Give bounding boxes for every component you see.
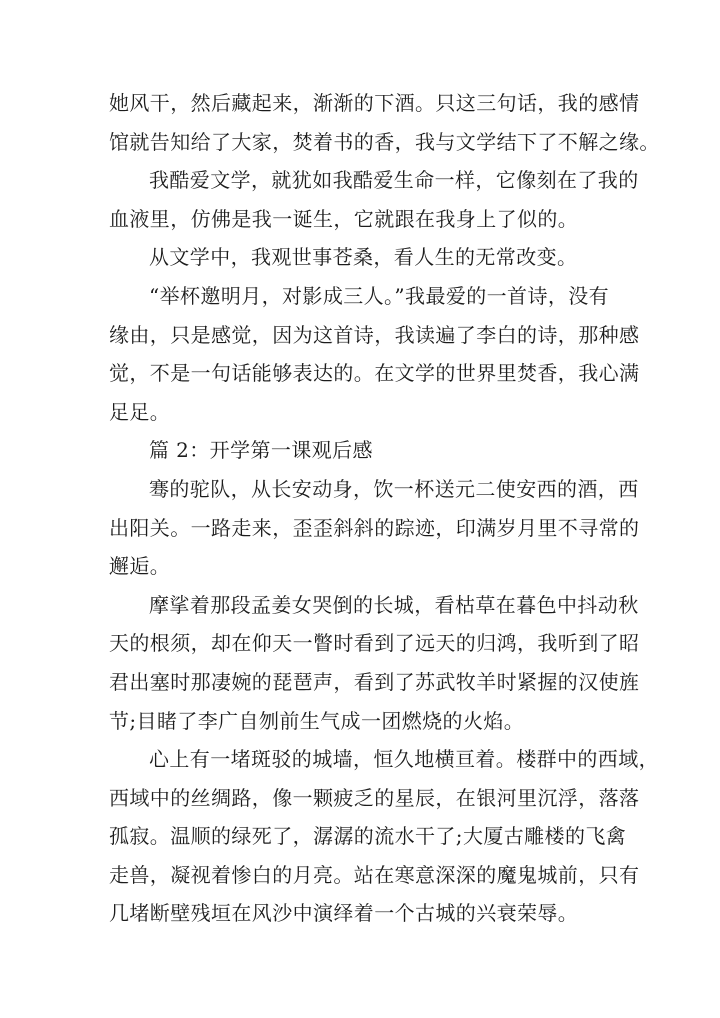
paragraph bbox=[109, 238, 619, 277]
text-line: 几堵断壁残垣在风沙中演绎着一个古城的兴衰荣辱。 bbox=[109, 901, 579, 926]
paragraph bbox=[109, 740, 659, 933]
text-line: 血液里，仿佛是我一诞生，它就跟在我身上了似的。 bbox=[109, 206, 579, 231]
paragraph bbox=[109, 586, 640, 740]
section-heading bbox=[109, 431, 619, 470]
text-line: 觉，不是一句话能够表达的。在文学的世界里焚香，我心满 bbox=[109, 361, 640, 386]
text-line: 心上有一堵斑驳的城墙，恒久地横亘着。楼群中的西域， bbox=[149, 747, 659, 772]
text-line: 君出塞时那凄婉的琵琶声，看到了苏武牧羊时紧握的汉使旌 bbox=[109, 669, 640, 694]
text-line: 孤寂。温顺的绿死了，潺潺的流水干了;大厦古雕楼的飞禽 bbox=[109, 824, 627, 849]
text-line: 走兽，凝视着惨白的月亮。站在寒意深深的魔鬼城前，只有 bbox=[109, 862, 640, 887]
text-line: 西域中的丝绸路，像一颗疲乏的星辰，在银河里沉浮，落落 bbox=[109, 785, 640, 810]
text-line: 馆就告知给了大家，焚着书的香，我与文学结下了不解之缘。 bbox=[109, 129, 660, 154]
text-line: 摩挲着那段孟姜女哭倒的长城，看枯草在暮色中抖动秋 bbox=[149, 592, 639, 617]
document-body bbox=[109, 84, 660, 933]
paragraph bbox=[109, 470, 640, 586]
paragraph bbox=[109, 277, 640, 431]
text-line: 缘由，只是感觉，因为这首诗，我读遍了李白的诗，那种感 bbox=[109, 322, 640, 347]
text-line: 足足。 bbox=[109, 399, 171, 424]
text-line: 天的根须，却在仰天一瞥时看到了远天的归鸿，我听到了昭 bbox=[109, 631, 640, 656]
paragraph bbox=[109, 84, 660, 161]
text-line: “举杯邀明月，对影成三人。”我最爱的一首诗，没有 bbox=[149, 283, 610, 308]
text-line: 骞的驼队，从长安动身，饮一杯送元二使安西的酒，西 bbox=[149, 476, 639, 501]
text-line: 篇 2：开学第一课观后感 bbox=[149, 438, 373, 463]
text-line: 出阳关。一路走来，歪歪斜斜的踪迹，印满岁月里不寻常的 bbox=[109, 515, 640, 540]
text-line: 从文学中，我观世事苍桑，看人生的无常改变。 bbox=[149, 245, 578, 270]
paragraph bbox=[109, 161, 639, 238]
text-line: 节;目睹了李广自刎前生气成一团燃烧的火焰。 bbox=[109, 708, 525, 733]
text-line: 我酷爱文学，就犹如我酷爱生命一样，它像刻在了我的 bbox=[149, 168, 639, 193]
text-line: 她风干，然后藏起来，渐渐的下酒。只这三句话，我的感情 bbox=[109, 91, 640, 115]
text-line: 邂逅。 bbox=[109, 554, 171, 579]
